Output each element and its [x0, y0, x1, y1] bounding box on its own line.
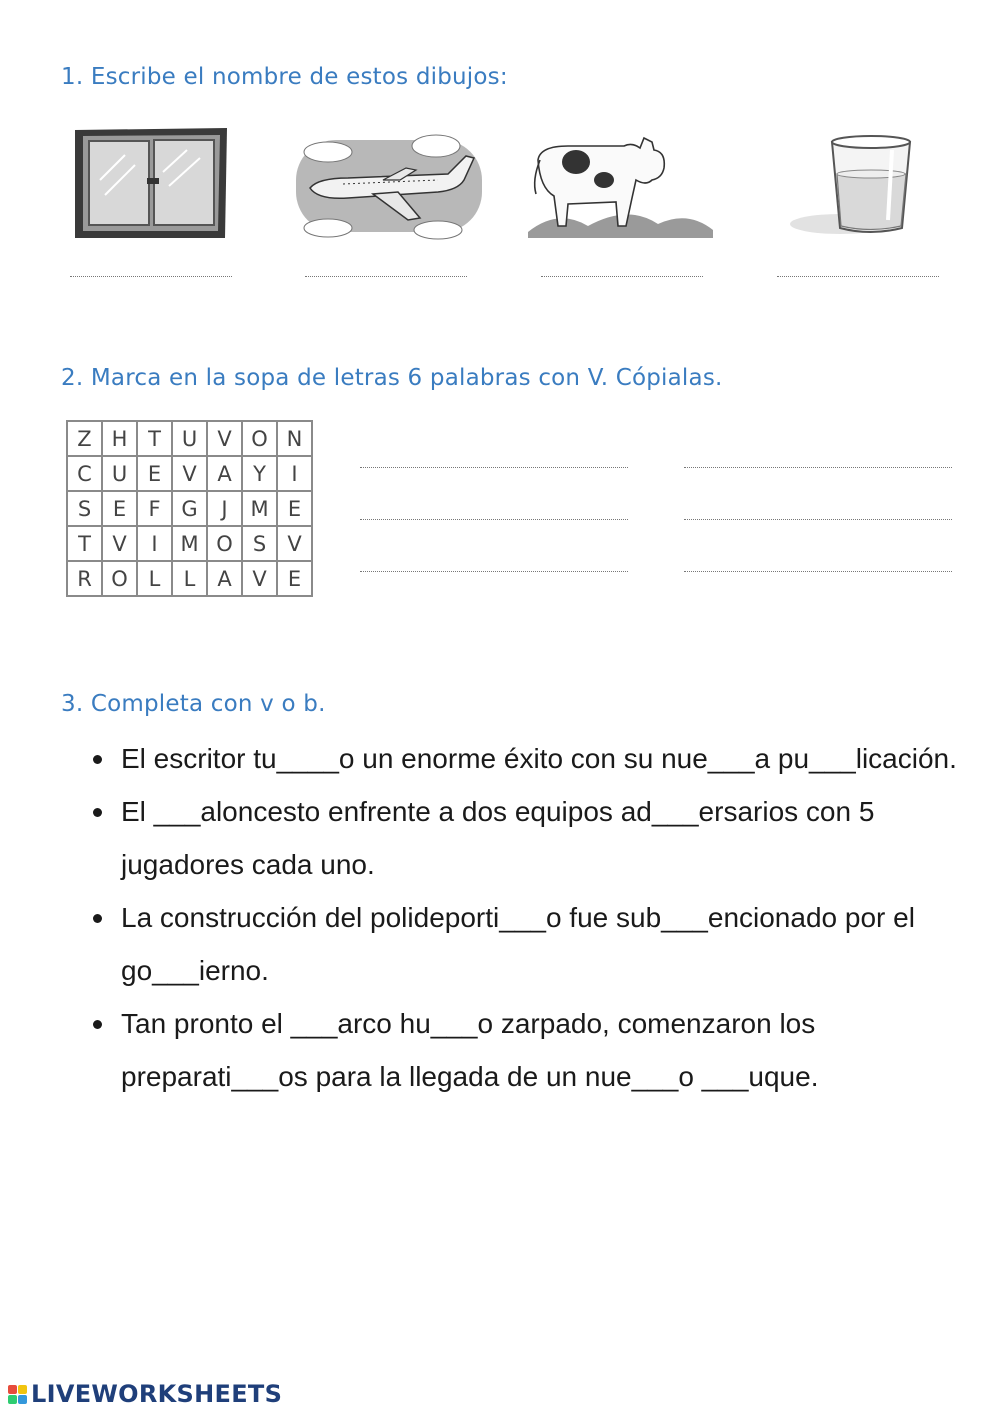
grid-cell[interactable]: E: [277, 491, 312, 526]
logo-text: LIVEWORKSHEETS: [31, 1380, 283, 1408]
word-answer-line-6[interactable]: [684, 571, 952, 572]
fill-in-list: [121, 732, 961, 1103]
grid-cell[interactable]: V: [207, 421, 242, 456]
list-item[interactable]: La construcción del polideporti___o fue sub___encionado por el go___ierno.: [121, 891, 961, 997]
grid-cell[interactable]: U: [172, 421, 207, 456]
glass-of-water-icon: [780, 120, 970, 250]
grid-row: [67, 561, 312, 596]
grid-cell[interactable]: T: [67, 526, 102, 561]
grid-cell[interactable]: O: [242, 421, 277, 456]
airplane-icon: [288, 120, 488, 250]
grid-cell[interactable]: A: [207, 561, 242, 596]
picture-answer-line-1[interactable]: [70, 276, 232, 277]
picture-answer-line-2[interactable]: [305, 276, 467, 277]
grid-cell[interactable]: E: [102, 491, 137, 526]
grid-cell[interactable]: G: [172, 491, 207, 526]
section-2-heading: 2. Marca en la sopa de letras 6 palabras con V. Cópialas.: [61, 365, 723, 391]
grid-cell[interactable]: I: [137, 526, 172, 561]
grid-cell[interactable]: E: [137, 456, 172, 491]
list-item[interactable]: El escritor tu____o un enorme éxito con su nue___a pu___licación.: [121, 732, 961, 785]
grid-cell[interactable]: T: [137, 421, 172, 456]
logo-mark-icon: [8, 1385, 27, 1404]
grid-cell[interactable]: U: [102, 456, 137, 491]
grid-cell[interactable]: S: [242, 526, 277, 561]
word-answer-line-2[interactable]: [684, 467, 952, 468]
window-icon: [65, 120, 255, 250]
grid-cell[interactable]: A: [207, 456, 242, 491]
picture-answer-line-3[interactable]: [541, 276, 703, 277]
grid-cell[interactable]: M: [172, 526, 207, 561]
grid-cell[interactable]: Z: [67, 421, 102, 456]
grid-row: [67, 456, 312, 491]
grid-cell[interactable]: Y: [242, 456, 277, 491]
list-item[interactable]: El ___aloncesto enfrente a dos equipos ad___ersarios con 5 jugadores cada uno.: [121, 785, 961, 891]
grid-cell[interactable]: V: [277, 526, 312, 561]
grid-cell[interactable]: N: [277, 421, 312, 456]
grid-cell[interactable]: L: [172, 561, 207, 596]
cow-icon: [528, 120, 718, 250]
list-item[interactable]: Tan pronto el ___arco hu___o zarpado, comenzaron los preparati___os para la llegada de un nue___o ___uque.: [121, 997, 961, 1103]
grid-cell[interactable]: H: [102, 421, 137, 456]
grid-cell[interactable]: V: [242, 561, 277, 596]
grid-cell[interactable]: C: [67, 456, 102, 491]
grid-cell[interactable]: E: [277, 561, 312, 596]
grid-cell[interactable]: J: [207, 491, 242, 526]
word-search-grid[interactable]: [66, 420, 313, 597]
grid-cell[interactable]: O: [207, 526, 242, 561]
liveworksheets-logo[interactable]: [8, 1380, 282, 1408]
grid-cell[interactable]: V: [102, 526, 137, 561]
grid-cell[interactable]: O: [102, 561, 137, 596]
grid-cell[interactable]: S: [67, 491, 102, 526]
picture-answer-line-4[interactable]: [777, 276, 939, 277]
grid-cell[interactable]: R: [67, 561, 102, 596]
word-answer-line-4[interactable]: [684, 519, 952, 520]
grid-cell[interactable]: V: [172, 456, 207, 491]
word-answer-line-5[interactable]: [360, 571, 628, 572]
grid-cell[interactable]: F: [137, 491, 172, 526]
grid-cell[interactable]: M: [242, 491, 277, 526]
section-3-heading: 3. Completa con v o b.: [61, 691, 326, 717]
grid-cell[interactable]: L: [137, 561, 172, 596]
word-answer-line-1[interactable]: [360, 467, 628, 468]
grid-row: [67, 526, 312, 561]
grid-row: [67, 421, 312, 456]
grid-cell[interactable]: I: [277, 456, 312, 491]
word-answer-line-3[interactable]: [360, 519, 628, 520]
section-1-heading: 1. Escribe el nombre de estos dibujos:: [61, 64, 508, 90]
grid-row: [67, 491, 312, 526]
